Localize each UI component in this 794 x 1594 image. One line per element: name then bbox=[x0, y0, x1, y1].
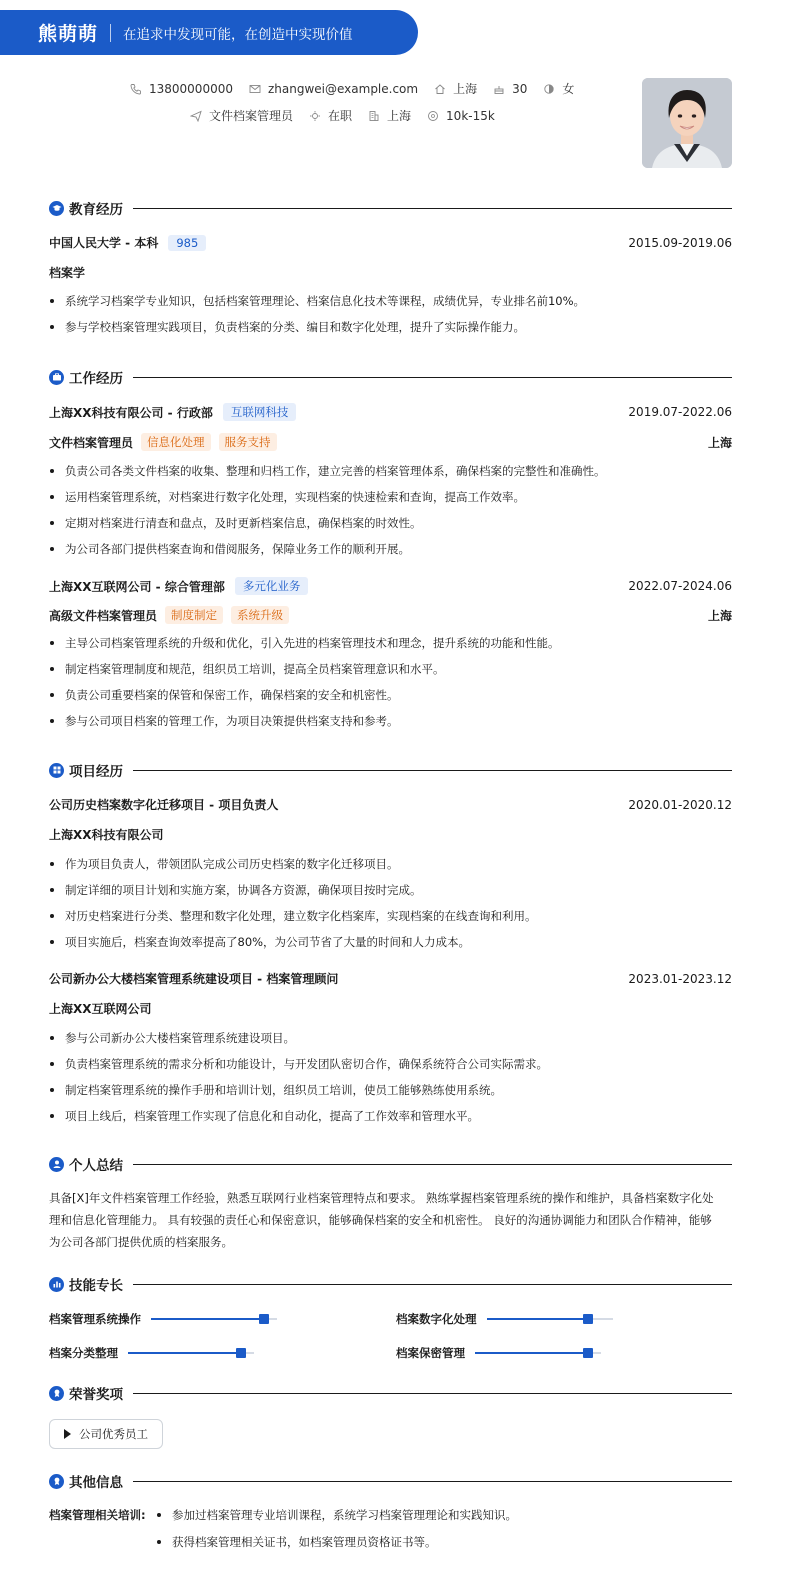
contact-gender bbox=[543, 80, 574, 97]
section-divider bbox=[133, 1481, 732, 1482]
list-item: 参与公司新办公大楼档案管理系统建设项目。 bbox=[49, 1029, 732, 1055]
skill-bar bbox=[151, 1318, 277, 1320]
skill-bar bbox=[128, 1352, 254, 1354]
grid-icon bbox=[49, 763, 64, 778]
skill-bar bbox=[475, 1352, 601, 1354]
list-item: 制定详细的项目计划和实施方案，协调各方资源，确保项目按时完成。 bbox=[49, 881, 732, 907]
section-skills bbox=[49, 1274, 732, 1294]
contact-phone[interactable] bbox=[130, 82, 233, 96]
skill-bar-knob bbox=[259, 1314, 269, 1324]
target-city-text: 上海 bbox=[387, 109, 412, 123]
list-item: 制定档案管理制度和规范，组织员工培训，提高全员档案管理意识和水平。 bbox=[49, 660, 732, 686]
summary-line: 理和信息化管理能力。 具有较强的责任心和保密意识，能够确保档案的安全和机密性。 良好的沟通协调能力和团队合作精神，能够 bbox=[49, 1213, 712, 1227]
info-icon bbox=[49, 1474, 64, 1489]
section-title-text: 技能专长 bbox=[69, 1278, 123, 1294]
section-divider bbox=[133, 208, 732, 209]
skill-bar-knob bbox=[583, 1348, 593, 1358]
contact-email[interactable] bbox=[249, 82, 418, 96]
email-text: zhangwei@example.com bbox=[267, 81, 419, 96]
work-header-2 bbox=[49, 577, 732, 595]
medal-icon bbox=[49, 1386, 64, 1401]
send-icon bbox=[190, 110, 202, 122]
skill-item bbox=[49, 1345, 254, 1361]
project-header-2 bbox=[49, 970, 732, 987]
skill-name: 档案保密管理 bbox=[396, 1346, 465, 1360]
skill-bar-fill bbox=[475, 1352, 588, 1354]
candidate-name: 熊萌萌 bbox=[38, 23, 99, 45]
header-divider bbox=[110, 24, 111, 42]
section-title-text: 荣誉奖项 bbox=[69, 1387, 123, 1403]
section-other bbox=[49, 1471, 732, 1491]
list-item: 为公司各部门提供档案查询和借阅服务，保障业务工作的顺利开展。 bbox=[49, 540, 732, 566]
section-divider bbox=[133, 1164, 732, 1165]
section-divider bbox=[133, 1284, 732, 1285]
header-banner bbox=[0, 10, 418, 55]
gender-icon bbox=[543, 83, 555, 95]
list-item: 获得档案管理相关证书，如档案管理员资格证书等。 bbox=[154, 1533, 517, 1560]
skill-bar-knob bbox=[236, 1348, 246, 1358]
skill-item bbox=[396, 1345, 601, 1361]
job-salary bbox=[427, 109, 495, 123]
skill-name: 档案数字化处理 bbox=[396, 1312, 477, 1326]
role-tag: 信息化处理 bbox=[141, 433, 211, 451]
skill-bar-knob bbox=[583, 1314, 593, 1324]
list-item: 制定档案管理系统的操作手册和培训计划，组织员工培训，使员工能够熟练使用系统。 bbox=[49, 1081, 732, 1107]
project-header-1 bbox=[49, 796, 732, 813]
list-item: 负责档案管理系统的需求分析和功能设计，与开发团队密切合作，确保系统符合公司实际需求。 bbox=[49, 1055, 732, 1081]
section-divider bbox=[133, 770, 732, 771]
section-title-text: 其他信息 bbox=[69, 1475, 123, 1491]
briefcase-icon bbox=[49, 370, 64, 385]
gender-text: 女 bbox=[562, 82, 575, 96]
award-name: 公司优秀员工 bbox=[79, 1427, 148, 1441]
list-item: 负责公司各类文件档案的收集、整理和归档工作，建立完善的档案管理体系，确保档案的完整性和准确性。 bbox=[49, 462, 732, 488]
project-org: 上海XX科技有限公司 bbox=[49, 828, 164, 842]
education-major bbox=[49, 264, 732, 281]
contact-age bbox=[493, 82, 527, 96]
job-position bbox=[190, 107, 293, 124]
work-role-2 bbox=[49, 606, 732, 624]
contact-row-job bbox=[190, 107, 511, 124]
home-icon bbox=[434, 83, 446, 95]
education-header bbox=[49, 234, 732, 251]
work-date: 2019.07-2022.06 bbox=[628, 405, 732, 419]
profile-photo bbox=[642, 78, 732, 168]
status-icon bbox=[309, 110, 321, 122]
work-header-1 bbox=[49, 403, 732, 421]
money-icon bbox=[427, 110, 439, 122]
list-item: 主导公司档案管理系统的升级和优化，引入先进的档案管理技术和理念，提升系统的功能和性能。 bbox=[49, 634, 732, 660]
city-text: 上海 bbox=[453, 82, 478, 96]
section-divider bbox=[133, 1393, 732, 1394]
project-org-2 bbox=[49, 1000, 732, 1017]
summary-line: 为公司各部门提供优质的档案服务。 bbox=[49, 1235, 233, 1249]
section-summary bbox=[49, 1154, 732, 1174]
skill-bar-fill bbox=[151, 1318, 264, 1320]
job-status bbox=[309, 107, 352, 124]
list-item: 定期对档案进行清查和盘点，及时更新档案信息，确保档案的时效性。 bbox=[49, 514, 732, 540]
summary-line: 具备[X]年文件档案管理工作经验，熟悉互联网行业档案管理特点和要求。 熟练掌握档案管理系统的操作和维护，具备档案数字化处 bbox=[49, 1191, 714, 1205]
role-title: 文件档案管理员 bbox=[49, 435, 134, 450]
section-title-text: 个人总结 bbox=[69, 1158, 123, 1174]
skill-bar-fill bbox=[128, 1352, 241, 1354]
list-item: 参与学校档案管理实践项目，负责档案的分类、编目和数字化处理，提升了实际操作能力。 bbox=[49, 318, 732, 344]
industry-tag: 多元化业务 bbox=[235, 577, 309, 595]
industry-tag: 互联网科技 bbox=[223, 403, 297, 421]
candidate-motto: 在追求中发现可能，在创造中实现价值 bbox=[123, 26, 353, 43]
project-date: 2020.01-2020.12 bbox=[628, 797, 732, 812]
work-bullets-2 bbox=[49, 634, 732, 738]
role-tag: 制度制定 bbox=[165, 606, 223, 624]
list-item: 对历史档案进行分类、整理和数字化处理，建立数字化档案库，实现档案的在线查询和利用。 bbox=[49, 907, 732, 933]
major-text: 档案学 bbox=[49, 266, 86, 280]
section-divider bbox=[133, 377, 732, 378]
phone-text: 13800000000 bbox=[149, 81, 233, 96]
section-education bbox=[49, 198, 732, 218]
work-role-1 bbox=[49, 433, 732, 451]
project-date: 2023.01-2023.12 bbox=[628, 971, 732, 986]
list-item: 参加过档案管理专业培训课程，系统学习档案管理理论和实践知识。 bbox=[154, 1506, 517, 1533]
age-text: 30 bbox=[512, 81, 528, 96]
user-icon bbox=[49, 1157, 64, 1172]
work-date: 2022.07-2024.06 bbox=[628, 579, 732, 593]
company-name: 上海XX科技有限公司 - 行政部 bbox=[49, 405, 213, 420]
project-title: 公司新办公大楼档案管理系统建设项目 - 档案管理顾问 bbox=[49, 972, 339, 986]
status-text: 在职 bbox=[328, 109, 353, 123]
contact-city bbox=[434, 80, 477, 97]
section-title-text: 工作经历 bbox=[69, 371, 123, 387]
education-date: 2015.09-2019.06 bbox=[628, 235, 732, 250]
list-item: 系统学习档案学专业知识，包括档案管理理论、档案信息化技术等课程，成绩优异，专业排名前10%。 bbox=[49, 292, 732, 318]
summary-text bbox=[49, 1187, 732, 1253]
other-label: 档案管理相关培训: bbox=[49, 1508, 146, 1522]
list-item: 项目上线后，档案管理工作实现了信息化和自动化，提高了工作效率和管理水平。 bbox=[49, 1107, 732, 1133]
skill-bar-fill bbox=[487, 1318, 588, 1320]
other-list bbox=[154, 1506, 517, 1560]
section-project bbox=[49, 760, 732, 780]
work-location: 上海 bbox=[707, 435, 732, 450]
section-title-text: 教育经历 bbox=[69, 202, 123, 218]
award-item[interactable] bbox=[49, 1419, 163, 1449]
section-work bbox=[49, 367, 732, 387]
list-item: 运用档案管理系统，对档案进行数字化处理，实现档案的快速检索和查询，提高工作效率。 bbox=[49, 488, 732, 514]
school-tag: 985 bbox=[168, 235, 206, 251]
salary-text: 10k-15k bbox=[446, 108, 495, 123]
work-bullets-1 bbox=[49, 462, 732, 566]
cake-icon bbox=[493, 83, 505, 95]
project-title: 公司历史档案数字化迁移项目 - 项目负责人 bbox=[49, 798, 279, 812]
graduation-cap-icon bbox=[49, 201, 64, 216]
job-target-city bbox=[368, 107, 411, 124]
skill-name: 档案管理系统操作 bbox=[49, 1312, 141, 1326]
work-location: 上海 bbox=[707, 608, 732, 623]
education-bullets bbox=[49, 292, 732, 344]
skill-item bbox=[49, 1311, 277, 1327]
bar-chart-icon bbox=[49, 1277, 64, 1292]
list-item: 参与公司项目档案的管理工作，为项目决策提供档案支持和参考。 bbox=[49, 712, 732, 738]
project-bullets-2 bbox=[49, 1029, 732, 1133]
contact-row-basic bbox=[130, 80, 590, 97]
list-item: 项目实施后，档案查询效率提高了80%，为公司节省了大量的时间和人力成本。 bbox=[49, 933, 732, 959]
building-icon bbox=[368, 110, 380, 122]
play-icon bbox=[64, 1429, 71, 1439]
project-org: 上海XX互联网公司 bbox=[49, 1002, 152, 1016]
skill-bar bbox=[487, 1318, 613, 1320]
school-name: 中国人民大学 - 本科 bbox=[49, 236, 159, 250]
section-awards bbox=[49, 1383, 732, 1403]
role-tag: 服务支持 bbox=[219, 433, 277, 451]
list-item: 作为项目负责人，带领团队完成公司历史档案的数字化迁移项目。 bbox=[49, 855, 732, 881]
role-tag: 系统升级 bbox=[231, 606, 289, 624]
project-bullets-1 bbox=[49, 855, 732, 959]
section-title-text: 项目经历 bbox=[69, 764, 123, 780]
position-text: 文件档案管理员 bbox=[209, 109, 294, 123]
list-item: 负责公司重要档案的保管和保密工作，确保档案的安全和机密性。 bbox=[49, 686, 732, 712]
skill-item bbox=[396, 1311, 613, 1327]
mail-icon bbox=[249, 83, 261, 95]
project-org-1 bbox=[49, 826, 732, 843]
company-name: 上海XX互联网公司 - 综合管理部 bbox=[49, 579, 225, 594]
phone-icon bbox=[130, 83, 142, 95]
role-title: 高级文件档案管理员 bbox=[49, 608, 158, 623]
skill-name: 档案分类整理 bbox=[49, 1346, 118, 1360]
